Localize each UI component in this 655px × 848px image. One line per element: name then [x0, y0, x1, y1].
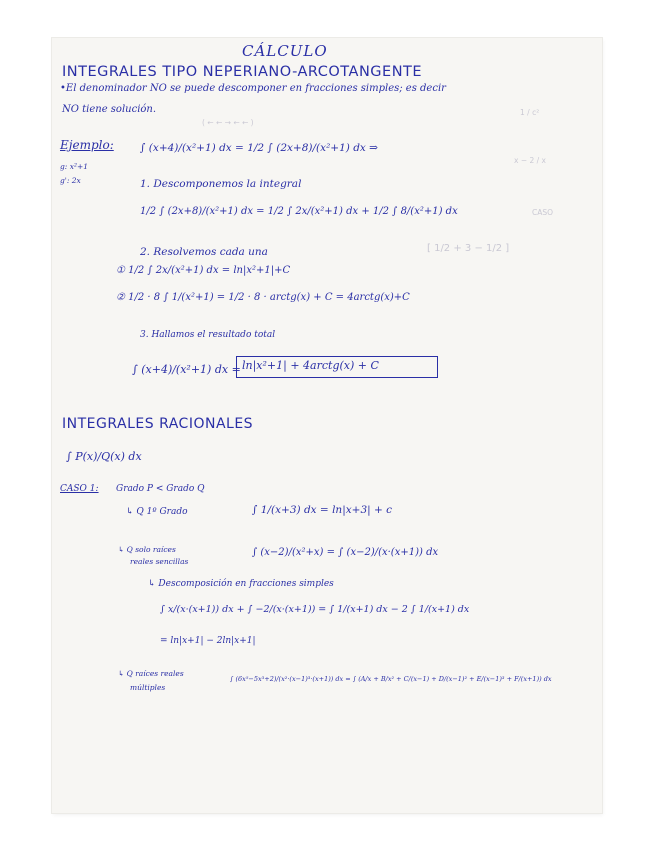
bleed-through-text: ( ← ← → ← ← ) [202, 118, 254, 127]
page-title: CÁLCULO [242, 42, 328, 60]
subcase-3-label-1: ↳ Q raíces reales [118, 669, 184, 678]
subcase-2-expression: ∫ (x−2)/(x²+x) = ∫ (x−2)/(x·(x+1)) dx [252, 547, 439, 558]
section-title-neperiano: INTEGRALES TIPO NEPERIANO-ARCOTANGENTE [62, 64, 423, 80]
bleed-through-text: [ 1/2 + 3 − 1/2 ] [427, 243, 510, 254]
subcase-1-expression: ∫ 1/(x+3) dx = ln|x+3| + c [252, 504, 393, 516]
bleed-through-text: 1 / c² [520, 108, 540, 117]
step-3-label: 3. Hallamos el resultado total [140, 330, 276, 340]
final-integral: ∫ (x+4)/(x²+1) dx = [132, 363, 241, 376]
subcase-3-label-2: múltiples [130, 683, 166, 692]
step-1-expression: 1/2 ∫ (2x+8)/(x²+1) dx = 1/2 ∫ 2x/(x²+1) dx + 1/2 ∫ 8/(x²+1) dx [140, 206, 458, 217]
final-result: ln|x²+1| + 4arctg(x) + C [242, 359, 379, 372]
decomposition-label: ↳ Descomposición en fracciones simples [148, 579, 334, 589]
bleed-through-text: x − 2 / x [514, 156, 546, 165]
step-1-label: 1. Descomponemos la integral [140, 178, 302, 190]
section-title-racionales: INTEGRALES RACIONALES [62, 416, 254, 432]
step-2-item-1: ① 1/2 ∫ 2x/(x²+1) dx = ln|x²+1|+C [116, 265, 291, 276]
notebook-page [52, 38, 602, 813]
side-note-g: g: x²+1 [60, 162, 89, 171]
case-1-condition: Grado P < Grado Q [116, 484, 205, 494]
case-1-label: CASO 1: [60, 484, 99, 494]
subcase-2-label-2: reales sencillas [130, 557, 189, 566]
subcase-3-expression: ∫ (6x⁵−5x³+2)/(x²·(x−1)³·(x+1)) dx = ∫ (A/x + B/x² + C/(x−1) + D/(x−1)² + E/(x−1)³ + F/(x+1)) dx [230, 675, 552, 683]
decomposition-expression: ∫ x/(x·(x+1)) dx + ∫ −2/(x·(x+1)) = ∫ 1/(x+1) dx − 2 ∫ 1/(x+1) dx [160, 604, 470, 615]
decomposition-result: = ln|x+1| − 2ln|x+1| [160, 636, 256, 646]
step-2-label: 2. Resolvemos cada una [140, 246, 268, 258]
side-note-g-prime: g': 2x [60, 176, 81, 185]
subcase-2-label-1: ↳ Q solo raíces [118, 545, 176, 554]
example-label: Ejemplo: [60, 138, 114, 152]
step-2-item-2: ② 1/2 · 8 ∫ 1/(x²+1) = 1/2 · 8 · arctg(x) + C = 4arctg(x)+C [116, 292, 410, 303]
intro-line-1: •El denominador NO se puede descomponer en fracciones simples; es decir [60, 83, 446, 94]
rational-integral-form: ∫ P(x)/Q(x) dx [66, 450, 142, 463]
intro-line-2: NO tiene solución. [62, 104, 157, 115]
bleed-through-text: CASO [532, 208, 554, 217]
subcase-1-label: ↳ Q 1º Grado [126, 507, 188, 517]
example-integral: ∫ (x+4)/(x²+1) dx = 1/2 ∫ (2x+8)/(x²+1) dx ⇒ [140, 142, 378, 154]
